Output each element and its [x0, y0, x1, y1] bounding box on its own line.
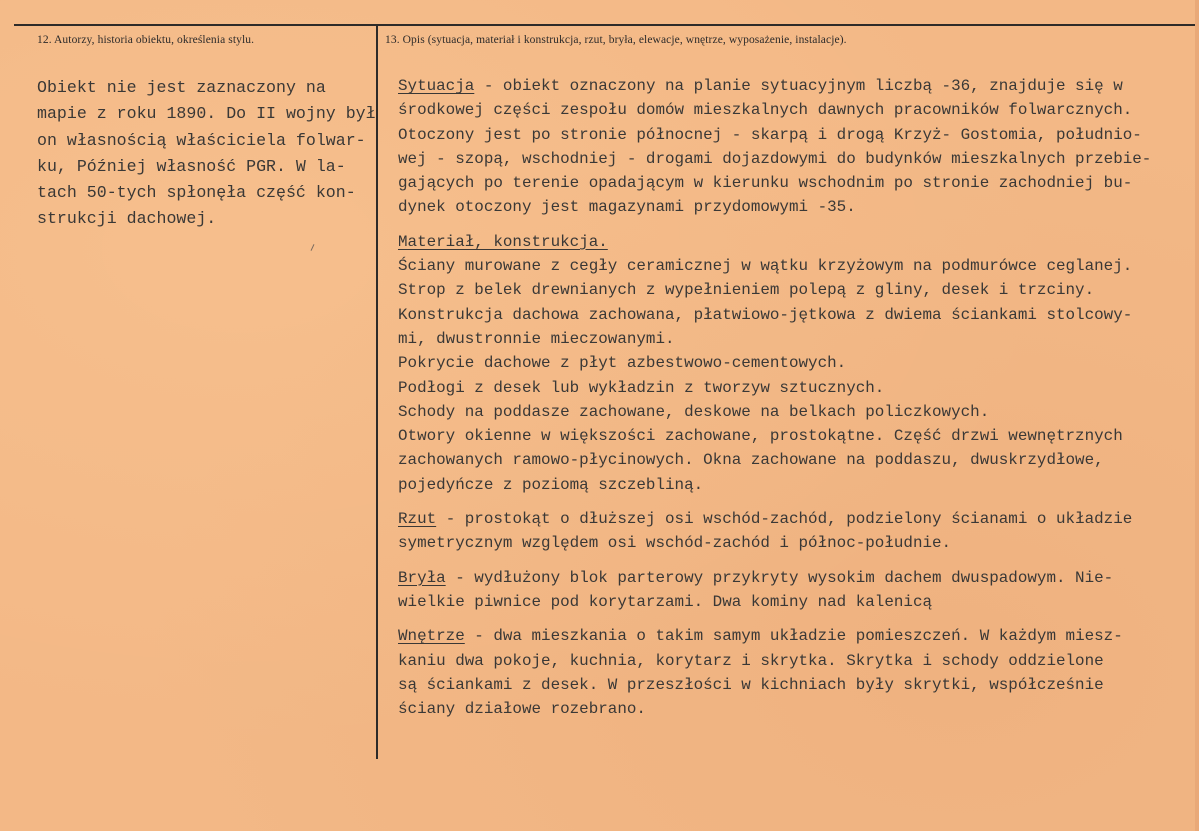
- text-line: Otoczony jest po stronie północnej - skarpą i drogą Krzyż- Gostomia, południo-: [398, 125, 1142, 144]
- text-line: Otwory okienne w większości zachowane, prostokątne. Część drzwi wewnętrznych: [398, 427, 1123, 446]
- text-line: Pokrycie dachowe z płyt azbestwowo-cementowych.: [398, 354, 847, 373]
- history-line: ku, Później własność PGR. W la-: [37, 156, 346, 176]
- description-text: [398, 74, 1198, 721]
- section-wnetrze: [398, 624, 1198, 721]
- text-line-body: - obiekt oznaczony na planie sytuacyjnym liczbą -36, znajduje się w: [474, 77, 1123, 95]
- text-line: są ściankami z desek. W przeszłości w kichniach były skrytki, współcześnie: [398, 675, 1104, 694]
- text-line: Schody na poddasze zachowane, deskowe na belkach policzkowych.: [398, 402, 990, 421]
- text-line: kaniu dwa pokoje, kuchnia, korytarz i skrytka. Skrytka i schody oddzielone: [398, 651, 1104, 670]
- text-line: Ściany murowane z cegły ceramicznej w wątku krzyżowym na podmurówce ceglanej.: [398, 257, 1133, 276]
- text-line: [398, 566, 1198, 590]
- section-rzut: [398, 507, 1198, 556]
- text-line: mi, dwustronnie mieczowanymi.: [398, 329, 675, 348]
- text-line: wej - szopą, wschodniej - drogami dojazdowymi do budynków mieszkalnych przebie-: [398, 149, 1152, 168]
- text-line: zachowanych ramowo-płycinowych. Okna zachowane na poddaszu, dwuskrzydłowe,: [398, 451, 1104, 470]
- section-sytuacja: [398, 74, 1198, 220]
- text-line: [398, 507, 1198, 531]
- text-line: Podłogi z desek lub wykładzin z tworzyw sztucznych.: [398, 378, 885, 397]
- history-text: [37, 75, 376, 233]
- text-line: symetrycznym względem osi wschód-zachód i północ-południe.: [398, 534, 952, 553]
- text-line: gających po terenie opadającym w kierunku wschodnim po stronie zachodniej bu-: [398, 174, 1133, 193]
- section-material: [398, 230, 1198, 497]
- text-line-body: - wydłużony blok parterowy przykryty wysokim dachem dwuspadowym. Nie-: [445, 568, 1114, 587]
- section-heading: Materiał, konstrukcja.: [398, 232, 608, 251]
- text-line-body: - dwa mieszkania o takim samym układzie pomieszczeń. W każdym miesz-: [464, 627, 1123, 646]
- section-heading: Sytuacja: [398, 77, 475, 95]
- text-line: pojedyńcze z poziomą szczebliną.: [398, 475, 704, 494]
- text-line: [398, 230, 1198, 254]
- text-line: dynek otoczony jest magazynami przydomowymi -35.: [398, 198, 856, 217]
- field-13-header: 13. Opis (sytuacja, materiał i konstrukcja, rzut, bryła, elewacje, wnętrze, wyposażenie, instalacje).: [385, 34, 847, 46]
- history-line: Obiekt nie jest zaznaczony na: [37, 78, 326, 97]
- text-line: Konstrukcja dachowa zachowana, płatwiowo-jętkowa z dwiema ściankami stolcowy-: [398, 305, 1133, 324]
- field-12-header: 12. Autorzy, historia obiektu, określenia stylu.: [37, 34, 255, 46]
- history-line: strukcji dachowej.: [37, 209, 217, 229]
- text-line: środkowej części zespołu domów mieszkalnych dawnych pracowników folwarcznych.: [398, 101, 1133, 120]
- section-heading: Wnętrze: [398, 627, 465, 646]
- history-line: tach 50-tych spłonęła część kon-: [37, 183, 356, 203]
- top-rule: [14, 24, 1199, 26]
- section-heading: Rzut: [398, 510, 437, 529]
- history-line: mapie z roku 1890. Do II wojny był: [37, 104, 376, 124]
- section-heading: Bryła: [398, 568, 446, 587]
- text-line: [398, 74, 1198, 98]
- text-line-body: - prostokąt o dłuższej osi wschód-zachód, podzielony ścianami o układzie: [436, 510, 1133, 529]
- section-bryla: [398, 566, 1198, 615]
- text-line: [398, 624, 1198, 648]
- text-line: wielkie piwnice pod korytarzami. Dwa kominy nad kalenicą: [398, 592, 933, 611]
- history-line: on własnością właściciela folwar-: [37, 130, 366, 150]
- column-divider: [376, 24, 378, 759]
- text-line: ściany działowe rozebrano.: [398, 700, 646, 719]
- text-line: Strop z belek drewnianych z wypełnieniem polepą z gliny, desek i trzciny.: [398, 281, 1095, 300]
